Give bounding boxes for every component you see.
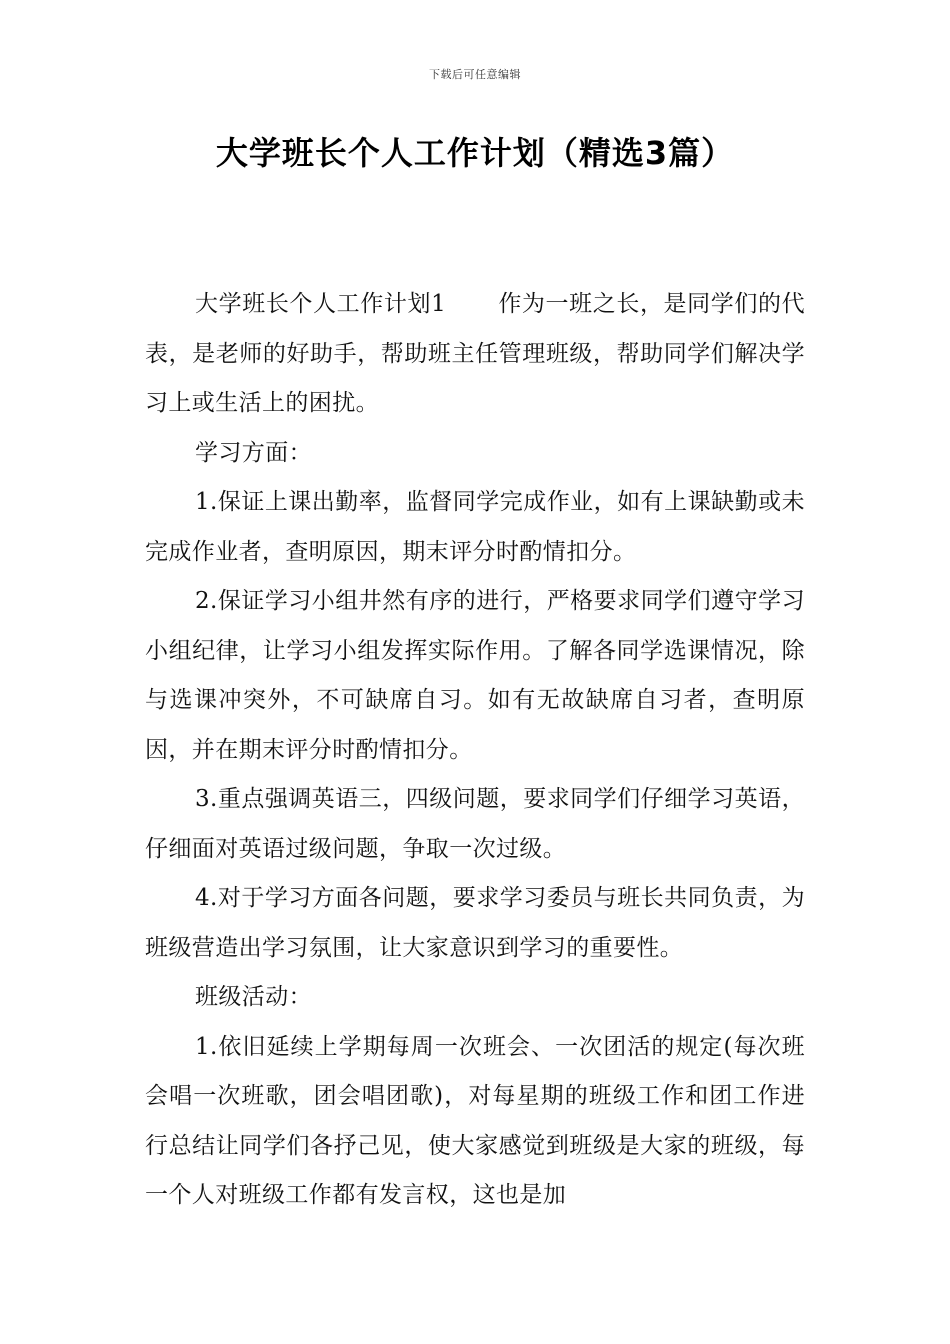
study-item-3: 3.重点强调英语三，四级问题，要求同学们仔细学习英语，仔细面对英语过级问题，争取一次过级。 bbox=[145, 786, 805, 862]
intro-text: 作为一班之长，是同学们的代表，是老师的好助手，帮助班主任管理班级，帮助同学们解决学习上或生活上的困扰。 bbox=[145, 291, 805, 416]
study-item-1: 1.保证上课出勤率，监督同学完成作业，如有上课缺勤或未完成作业者，查明原因，期末评分时酌情扣分。 bbox=[145, 489, 805, 565]
study-item-2: 2.保证学习小组井然有序的进行，严格要求同学们遵守学习小组纪律，让学习小组发挥实际作用。了解各同学选课情况，除与选课冲突外，不可缺席自习。如有无故缺席自习者，查明原因，并在期末评分时酌情扣分。 bbox=[145, 588, 805, 763]
intro-paragraph bbox=[145, 280, 805, 429]
document-title: 大学班长个人工作计划（精选3篇） bbox=[215, 134, 735, 172]
heading-class-activities: 班级活动： bbox=[195, 984, 312, 1010]
header-note: 下载后可任意编辑 bbox=[429, 68, 521, 81]
section-subtitle: 大学班长个人工作计划1 bbox=[195, 291, 447, 317]
study-item-4: 4.对于学习方面各问题，要求学习委员与班长共同负责，为班级营造出学习氛围，让大家意识到学习的重要性。 bbox=[145, 885, 805, 961]
activity-item-1: 1.依旧延续上学期每周一次班会、一次团活的规定(每次班会唱一次班歌，团会唱团歌)，对每星期的班级工作和团工作进行总结让同学们各抒己见，使大家感觉到班级是大家的班级，每一个人对班级工作都有发言权，这也是加 bbox=[145, 1033, 805, 1208]
heading-study: 学习方面： bbox=[195, 439, 312, 466]
document-body bbox=[145, 280, 805, 1221]
